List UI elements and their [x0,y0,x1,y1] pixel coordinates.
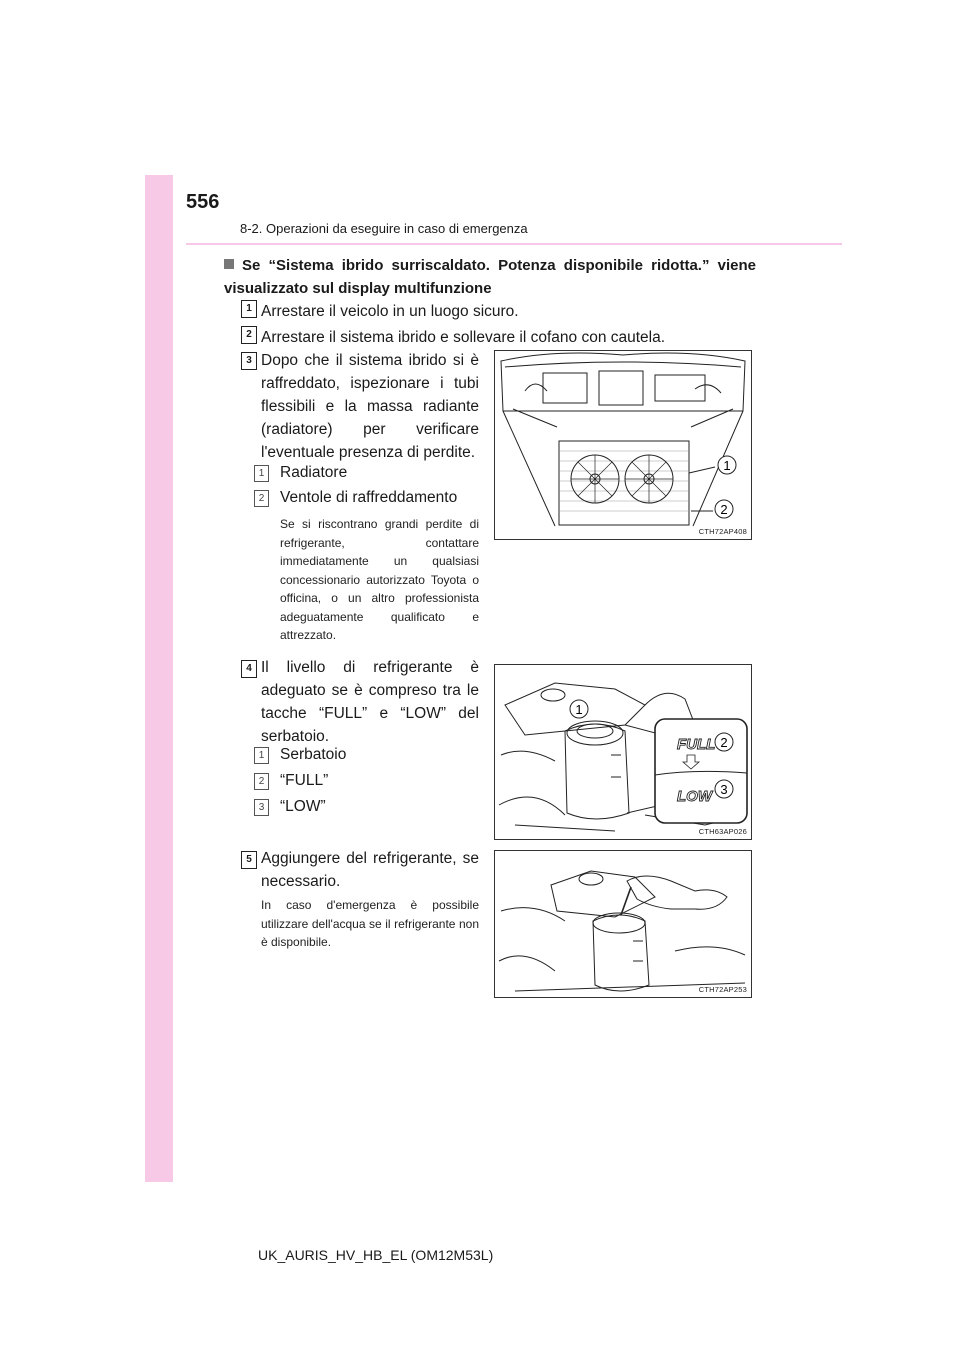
section-title: 8-2. Operazioni da eseguire in caso di emergenza [240,221,528,236]
page-number: 556 [186,191,220,213]
step-3-text: Dopo che il sistema ibrido si è raffreddato, ispezionare i tubi flessibili e la massa radiante (radiatore) per verificare l'eventuale presenza di perdite. [261,352,479,461]
figure-code: CTH72AP253 [698,985,747,994]
adding-coolant-illustration [495,851,751,997]
step-number-4: 4 [241,660,257,678]
step-2-text: Arrestare il sistema ibrido e sollevare il cofano con cautela. [261,329,666,346]
item-badge-2: 2 [254,773,269,790]
callout-1: 1 [723,458,731,473]
callout-3: 3 [720,782,728,797]
situation-heading [224,254,756,300]
item-label-low: “LOW” [280,798,326,815]
item-badge-1: 1 [254,465,269,482]
item-label-reservoir: Serbatoio [280,746,347,763]
item-label-full: “FULL” [280,772,329,789]
step-number-5: 5 [241,851,257,869]
situation-heading-text: Se “Sistema ibrido surriscaldato. Potenza disponibile ridotta.” viene visualizzato sul display multifunzione [224,257,756,297]
step-5-note: In caso d'emergenza è possibile utilizzare dell'acqua se il refrigerante non è disponibile. [261,898,479,949]
header-divider [186,243,842,245]
figure-code: CTH72AP408 [698,527,747,536]
square-bullet-icon [224,259,234,269]
item-badge-2: 2 [254,490,269,507]
step-4-text: Il livello di refrigerante è adeguato se è compreso tra le tacche “FULL” e “LOW” del serbatoio. [261,659,479,745]
step-5-text: Aggiungere del refrigerante, se necessario. [261,850,479,890]
step-number-1: 1 [241,300,257,318]
figure-code: CTH63AP026 [698,827,747,836]
step-number-2: 2 [241,326,257,344]
footer-model-code: UK_AURIS_HV_HB_EL (OM12M53L) [258,1247,494,1263]
item-badge-1: 1 [254,747,269,764]
callout-1: 1 [575,702,583,717]
step-1-text: Arrestare il veicolo in un luogo sicuro. [261,303,519,320]
step-3-note: Se si riscontrano grandi perdite di refrigerante, contattare immediatamente un qualsiasi concessionario autorizzato Toyota o officina, o un altro professionista adeguatamente qualificato e attrezzato. [280,517,479,642]
figure-engine-bay [494,350,752,540]
callout-2: 2 [720,735,728,750]
coolant-reservoir-illustration [495,665,751,839]
figure-adding-coolant [494,850,752,998]
item-label-radiator: Radiatore [280,464,348,481]
step-number-3: 3 [241,352,257,370]
engine-bay-illustration [495,351,751,539]
figure-coolant-reservoir [494,664,752,840]
full-mark: FULL [677,736,716,753]
side-tab-band [145,175,173,1182]
item-label-cooling-fans: Ventole di raffreddamento [280,489,458,506]
item-badge-3: 3 [254,799,269,816]
callout-2: 2 [720,502,728,517]
low-mark: LOW [677,788,712,805]
